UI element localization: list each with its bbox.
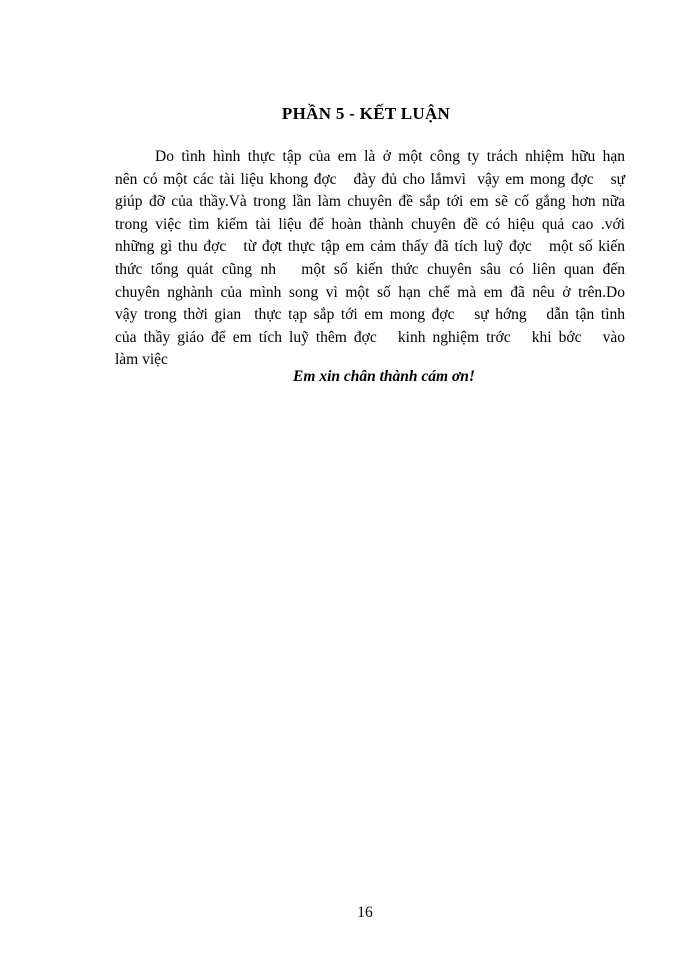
- section-heading: PHẦN 5 - KẾT LUẬN: [281, 104, 451, 123]
- paragraph-line: làm việc: [115, 351, 168, 369]
- paragraph-line: thức tổng quát cũng nh một số kiến thức chuyên sâu có liên quan đến: [115, 260, 625, 278]
- paragraph-line: chuyên nghành của mình song vì một số hạn chế mà em đã nêu ở trên.Do: [115, 283, 625, 301]
- paragraph-line: những gì thu đợc từ đợt thực tập em cảm thấy đã tích luỹ đợc một số kiến: [115, 238, 625, 256]
- paragraph-line: của thầy giáo để em tích luỹ thêm đợc kinh nghiệm trớc khi bớc vào: [115, 328, 625, 346]
- conclusion-paragraph: [115, 146, 625, 372]
- paragraph-line: vậy trong thời gian thực tạp sắp tới em mong đợc sự hớng dẫn tận tình: [115, 306, 625, 324]
- closing-remark: Em xin chân thành cám ơn!: [293, 368, 475, 385]
- paragraph-line: trong việc tìm kiếm tài liệu để hoàn thành chuyên đề có hiệu quả cao .với: [115, 215, 625, 233]
- paragraph-line: giúp đỡ của thầy.Và trong lần làm chuyên đề sắp tới em sẽ cố gắng hơn nữa: [115, 193, 625, 211]
- paragraph-line: Do tình hình thực tập của em là ở một công ty trách nhiệm hữu hạn: [155, 148, 625, 165]
- page-number: 16: [357, 904, 373, 921]
- paragraph-line: nên có một các tài liệu khong đợc đày đủ cho lắmvì vậy em mong đợc sự: [115, 170, 625, 188]
